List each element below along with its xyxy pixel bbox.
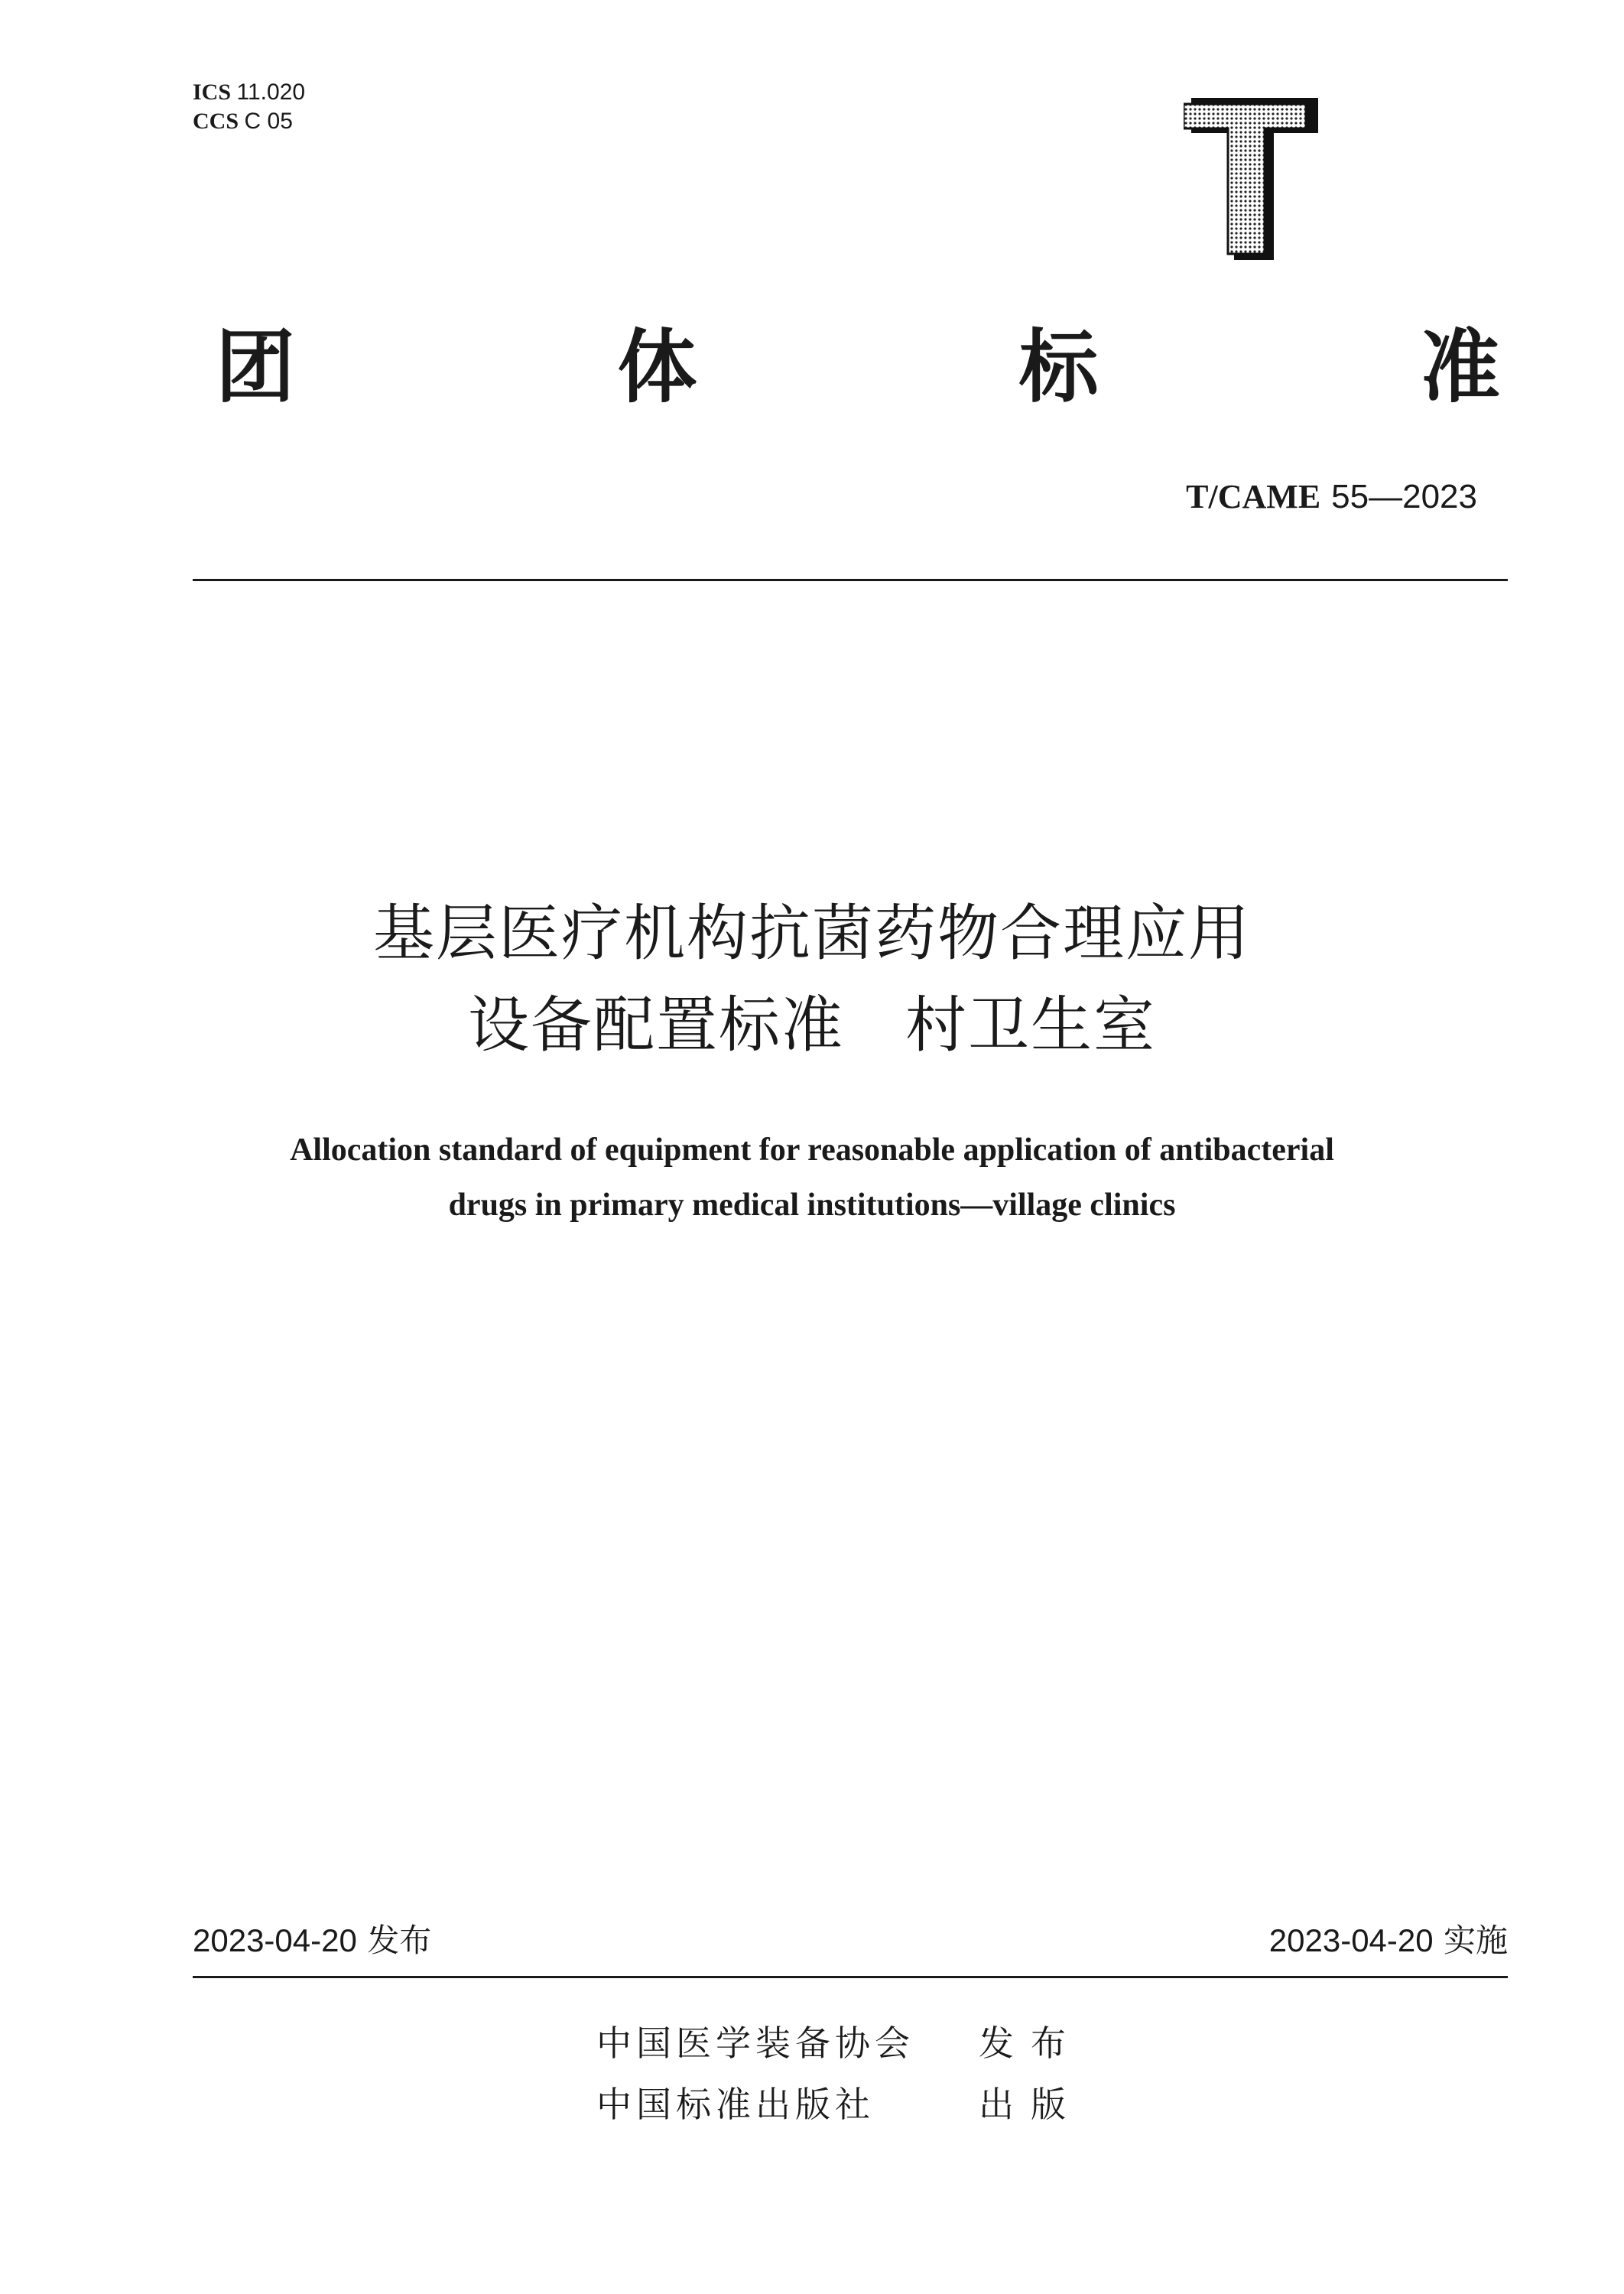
classification-codes (193, 78, 305, 136)
issue-date-value: 2023-04-20 (193, 1922, 357, 1958)
issue-date-label: 发布 (367, 1922, 432, 1959)
ccs-label: CCS (193, 109, 239, 134)
ccs-code (193, 107, 305, 136)
publisher-action: 发布 (979, 2023, 1083, 2064)
standard-type-char-3: 标 (1018, 320, 1099, 414)
standard-type-char-2: 体 (617, 320, 697, 414)
standard-type-char-4: 准 (1420, 320, 1500, 414)
title-en-line-2: drugs in primary medical institutions—village clinics (448, 1188, 1176, 1223)
standard-number-value: 55—2023 (1331, 478, 1477, 515)
ics-label: ICS (193, 80, 232, 105)
implement-date-value: 2023-04-20 (1268, 1922, 1434, 1958)
footer-divider (193, 1976, 1508, 1978)
date-row (193, 1919, 1508, 1962)
standard-number (1186, 476, 1477, 518)
title-cn-line-2 (0, 980, 1624, 1071)
standard-type-heading (216, 321, 1500, 413)
publisher-name: 中国标准出版社 (596, 2084, 875, 2125)
implement-date-label: 实施 (1443, 1922, 1508, 1959)
publishers (596, 2013, 1083, 2135)
header-divider (193, 579, 1508, 581)
publisher-action: 出版 (979, 2084, 1083, 2125)
ccs-value: C 05 (244, 109, 293, 134)
issue-date (193, 1919, 431, 1962)
publisher-line (596, 2013, 1083, 2074)
implement-date (1269, 1919, 1508, 1962)
title-cn-line-2-part-1: 设备配置标准 (468, 989, 844, 1061)
ics-value: 11.020 (236, 80, 306, 105)
title-cn-line-1: 基层医疗机构抗菌药物合理应用 (373, 898, 1251, 969)
publisher-name: 中国医学装备协会 (596, 2023, 914, 2064)
publisher-line (596, 2074, 1083, 2135)
standard-type-t-logo (1184, 98, 1318, 260)
standard-type-char-1: 团 (216, 320, 296, 414)
title-en-line-1: Allocation standard of equipment for reasonable application of antibacterial (290, 1132, 1334, 1168)
ics-code (193, 78, 305, 107)
standard-number-prefix: T/CAME (1186, 478, 1321, 515)
title-cn-line-2-part-2: 村卫生室 (905, 989, 1156, 1061)
